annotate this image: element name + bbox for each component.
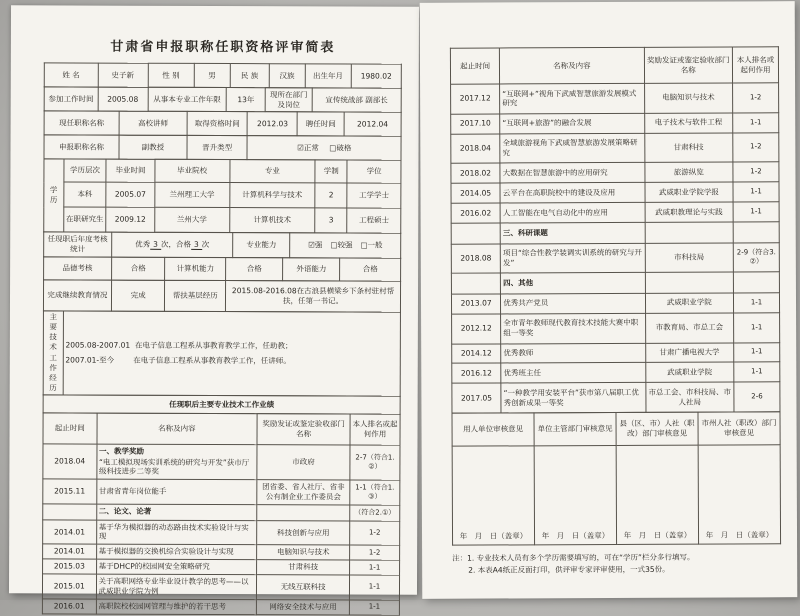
- works-time: [43, 504, 97, 520]
- form-page-2: [420, 1, 798, 599]
- approval-date-employer: 年 月 日（盖章）: [452, 446, 534, 545]
- edu-cell: 计算机技术: [229, 208, 315, 233]
- works-dept: [645, 222, 734, 243]
- edu-header: 毕业时间: [106, 159, 154, 182]
- works-category: 三、科研课题: [502, 227, 548, 238]
- ability-strong-checkbox: ☑强: [308, 240, 323, 250]
- works-name-cell: [96, 559, 257, 574]
- works-dept: 甘肃科技: [257, 560, 350, 575]
- works-name: 关于高职网络专业毕业设计教学的思考——以武威职业学院为例: [98, 576, 249, 596]
- approval-date-supervisor: 年 月 日（盖章）: [534, 446, 616, 545]
- works-row: [452, 313, 780, 344]
- works-name: 基于模拟器的交换机综合实验设计与实现: [98, 546, 234, 557]
- edu-cell: 在职研究生: [63, 207, 106, 232]
- works-name-cell: [500, 163, 644, 184]
- works-dept: [645, 272, 734, 293]
- hire-time-label: 聘任时间: [298, 112, 344, 136]
- gender-value: 男: [194, 63, 230, 87]
- works-dept: 电脑知识与技术: [644, 83, 733, 113]
- works-name-cell: [501, 293, 645, 314]
- works-rank: 1-1: [734, 313, 780, 343]
- works-name: 优秀教师: [503, 348, 534, 358]
- works-time: 2014.05: [451, 183, 500, 203]
- form-notes: [452, 551, 781, 576]
- dept-label: 现所在部门及岗位: [265, 88, 311, 112]
- edu-cell: 3: [315, 208, 347, 233]
- works-time: 2012.12: [452, 314, 501, 344]
- works-name: 人工智能在电气自动化中的应用: [502, 207, 608, 218]
- works-time: 2016.01: [42, 599, 96, 614]
- works-name-cell: [500, 243, 644, 273]
- annual-part: 次: [201, 240, 210, 250]
- experience-line: 2005.08-2007.01 在电子信息工程系从事教育教学工作，任助教；: [65, 340, 293, 351]
- works-category: 四、其他: [503, 278, 534, 288]
- work-start-label: 参加工作时间: [44, 87, 98, 111]
- works-name-cell: [500, 133, 644, 163]
- works-name-cell: [500, 203, 644, 224]
- edu-cell: 2: [315, 183, 347, 208]
- annual-label: 任现职后年度考核统计: [44, 232, 112, 257]
- works-name: 项目“综合性教学装调实训系统的研究与开发”: [502, 247, 642, 268]
- works-name-cell: [96, 444, 257, 480]
- works-time: 2018.04: [43, 444, 97, 479]
- works-time: 2018.08: [451, 244, 500, 274]
- education-side-label: 学历: [44, 159, 64, 232]
- works-row: [451, 83, 779, 114]
- works-name: 基于DHCP的校园网安全策略研究: [98, 561, 210, 572]
- works-row: [43, 444, 400, 481]
- ethnic-label: 民 族: [230, 64, 269, 88]
- approval-body-row: [452, 445, 780, 545]
- works-row: [451, 162, 779, 183]
- works-name-cell: [96, 574, 257, 599]
- works-rank: 2-6: [734, 382, 780, 412]
- promo-options: [247, 136, 401, 161]
- approval-header-row: [452, 412, 780, 446]
- works-rank: 1-1: [734, 293, 780, 313]
- language-label: 外语能力: [283, 258, 340, 281]
- works-dept: 市总工会、市科技局、市人社局: [645, 382, 734, 412]
- works-time: 2018.04: [451, 134, 500, 164]
- works-rank: 1-1: [733, 113, 779, 133]
- works-dept: 电脑知识与技术: [257, 545, 350, 560]
- edu-cell: 2005.07: [106, 182, 154, 207]
- edu-cell: 本科: [63, 182, 106, 207]
- gender-label: 性 别: [148, 63, 194, 87]
- edu-cell: 计算机科学与技术: [229, 183, 315, 208]
- works-header-name: 名称及内容: [97, 413, 258, 445]
- works-name: “互联网+旅游”的融合发展: [502, 118, 592, 128]
- works-rank: 1-1: [734, 342, 780, 362]
- works-name: 大数据在智慧旅游中的应用研究: [502, 167, 608, 178]
- ability-fairly-strong-checkbox: □较强: [330, 240, 353, 250]
- works-time: 2015.01: [42, 574, 96, 599]
- works-row: [452, 362, 780, 383]
- works-time: [451, 223, 500, 244]
- works-name: 甘肃省青年岗位能手: [98, 486, 167, 497]
- edu-header: 学制: [315, 160, 347, 183]
- grassroots-value: 2015.08-2016.08在古浪县横梁乡下条村驻村帮扶，任第一书记。: [226, 281, 401, 313]
- cont-edu-label: 完成继续教育情况: [43, 280, 111, 311]
- works-row: [43, 559, 400, 575]
- works-rank: 1-2: [733, 162, 779, 182]
- works-dept: 网络安全技术与应用: [257, 600, 350, 615]
- ability-label: 专业能力: [233, 233, 290, 258]
- works-time: 2016.12: [452, 363, 501, 383]
- works-name: 优秀班主任: [503, 368, 542, 378]
- birth-label: 出生年月: [305, 64, 351, 88]
- works-time: 2014.01: [43, 544, 97, 559]
- works-rank: [733, 272, 779, 293]
- works-name-cell: [500, 83, 644, 113]
- works-name-cell: [96, 479, 257, 504]
- works-row: [42, 599, 399, 615]
- works-header-time: 起止时间: [43, 413, 97, 444]
- works-rank: 1-1: [349, 600, 399, 615]
- works-time: 2018.02: [451, 163, 500, 183]
- experience-content: [63, 311, 401, 396]
- works-row: [452, 382, 780, 413]
- works-row: [451, 113, 779, 134]
- works-rank: [733, 222, 779, 243]
- name-value: 史子新: [98, 63, 148, 87]
- works-time: 2013.07: [451, 294, 500, 314]
- annual-value: [111, 232, 232, 257]
- works-name-cell: [501, 313, 645, 343]
- page-title: 甘肃省申报职称任职资格评审简表: [110, 39, 336, 56]
- works-dept: 甘肃科技: [644, 133, 733, 163]
- works-row: [43, 479, 400, 505]
- works-row: [43, 544, 400, 560]
- works-section-title: 任现职后主要专业技术工作业绩: [43, 395, 400, 414]
- ability-options: [290, 233, 401, 258]
- works-name: 优秀共产党员: [503, 298, 549, 308]
- works-table-page1: [42, 412, 401, 615]
- edu-cell: 2009.12: [106, 207, 154, 232]
- works-rank: 1-2: [350, 521, 400, 546]
- works-dept: 市科技局: [645, 243, 734, 273]
- works-rank: 2-7（符合1.②）: [350, 445, 400, 480]
- works-name-cell: [501, 273, 645, 294]
- education-table: [43, 158, 401, 233]
- dept-value: 宣传统战部 副部长: [312, 88, 401, 112]
- works-time: 2017.10: [451, 114, 500, 134]
- work-start-value: 2005.08: [98, 87, 148, 111]
- apply-title-label: 申报职称名称: [44, 135, 119, 159]
- edu-cell: 工程硕士: [347, 208, 401, 233]
- works-header-rank: 本人排名或起何作用: [350, 414, 400, 445]
- works-header-rank: 本人排名或起何作用: [732, 47, 778, 83]
- works-time: 2015.11: [43, 479, 97, 504]
- works-dept: 无线互联科技: [257, 575, 350, 600]
- experience-side-label: 主要技术工作经历: [43, 311, 63, 395]
- apply-title-value: 副教授: [119, 135, 187, 159]
- qual-time-value: 2012.03: [248, 112, 298, 136]
- works-time: 2017.12: [451, 84, 500, 114]
- works-rank: 1-1: [350, 560, 400, 575]
- works-row: [451, 132, 779, 163]
- moral-label: 品德考核: [44, 257, 112, 280]
- approval-header-county: 县（区、市）人社（职改）部门审核意见: [616, 412, 698, 445]
- info-row-2: [44, 86, 402, 112]
- works-rank: 2-9（符合3.②）: [733, 242, 779, 272]
- works-rank: 1-2: [350, 545, 400, 560]
- works-header-time: 起止时间: [450, 48, 499, 84]
- works-row: [451, 202, 779, 223]
- note-line-1: 注：1. 专业技术人员有多个学历需要填写的，可在“学历”栏分多行填写。: [452, 552, 695, 563]
- edu-header: 毕业院校: [155, 159, 230, 182]
- works-name-cell: [501, 343, 645, 364]
- moral-value: 合格: [111, 257, 165, 280]
- edu-cell: 兰州大学: [154, 207, 229, 232]
- works-category: 一、教学奖励: [99, 446, 145, 456]
- moral-row: [43, 256, 401, 281]
- note-line-2: 2. 本表A4纸正反面打印，供评审专家评审使用，一式35份。: [468, 564, 670, 575]
- form-page-1: [9, 5, 419, 612]
- qual-time-label: 取得资格时间: [187, 111, 248, 135]
- works-name-cell: [96, 504, 257, 520]
- grassroots-label: 帮扶基层经历: [165, 280, 226, 311]
- approval-date-city: 年 月 日（盖章）: [698, 445, 780, 544]
- works-time: [451, 273, 500, 294]
- works-name: 全域旅游视角下武威智慧旅游发展策略研究: [502, 138, 638, 158]
- birth-value: 1980.02: [351, 64, 401, 88]
- cont-edu-value: 完成: [111, 280, 165, 311]
- works-dept: 武威职业学院学报: [645, 182, 734, 202]
- current-title-value: 高校讲师: [119, 111, 187, 135]
- works-time: 2014.01: [43, 519, 97, 544]
- works-time: 2015.03: [43, 559, 97, 574]
- edu-cell: 兰州理工大学: [154, 182, 229, 207]
- current-title-label: 现任职称名称: [44, 111, 119, 135]
- approval-header-city: 市州人社（职改）部门审核意见: [698, 412, 780, 445]
- works-header-dept: 奖励发证或鉴定验收部门名称: [644, 47, 733, 83]
- promo-label: 晋升类型: [187, 135, 248, 159]
- works-dept: 科技创新与应用: [257, 520, 350, 545]
- works-row: [43, 519, 400, 545]
- edu-cell: 工学学士: [347, 183, 401, 208]
- works-dept: 市教育局、市总工会: [645, 313, 734, 343]
- works-rank: 1-1: [733, 182, 779, 202]
- works-rank: 1-2: [733, 83, 779, 113]
- works-dept: 武威职业学院: [645, 293, 734, 313]
- works-name: “电工模拟现场实训系统的研究与开发”获市厅级科技进步二等奖: [98, 457, 250, 477]
- works-name-cell: [501, 383, 645, 413]
- works-rank: （符合2.①）: [350, 505, 400, 521]
- works-name-cell: [96, 544, 257, 559]
- works-row: [452, 342, 780, 363]
- works-rank: 1-1: [349, 575, 399, 600]
- years-label: 从事本专业工作年限: [148, 87, 227, 111]
- continuing-education-row: [43, 279, 401, 312]
- experience-line: 2007.01-至今 在电子信息工程系从事教育教学工作，任讲师。: [65, 354, 291, 365]
- works-name-cell: [96, 520, 257, 545]
- works-dept: 武威职业学院: [645, 362, 734, 382]
- works-name: “互联网+”视角下武威智慧旅游发展模式研究: [502, 88, 637, 108]
- hire-time-value: 2012.04: [344, 112, 401, 136]
- works-time: 2016.02: [451, 203, 500, 223]
- works-dept: 市政府: [257, 445, 350, 481]
- works-category: 二、论文、论著: [98, 506, 152, 516]
- edu-header: 专业: [230, 160, 316, 183]
- works-name: 高职院校校园网管理与维护的若干思考: [98, 601, 226, 611]
- info-row-4: [43, 134, 401, 160]
- works-header-dept: 奖励发证或鉴定验收部门名称: [257, 414, 350, 445]
- works-name-cell: [500, 113, 644, 134]
- approval-header-employer: 用人单位审核意见: [452, 413, 534, 446]
- works-row: [451, 222, 779, 244]
- works-dept: 武威职教理论与实践: [645, 202, 734, 222]
- experience-row: [43, 310, 401, 396]
- works-name-cell: [501, 363, 645, 384]
- works-rank: 1-2: [733, 132, 779, 162]
- approval-header-supervisor: 单位主管部门审核意见: [534, 413, 616, 446]
- works-dept: 团省委、省人社厅、省非公有制企业工作委员会: [257, 480, 350, 505]
- info-row-3: [44, 110, 402, 136]
- annual-count-excellent: 3: [150, 240, 161, 250]
- works-dept: [257, 505, 350, 521]
- works-time: 2014.12: [452, 344, 501, 364]
- computer-label: 计算机能力: [165, 257, 226, 280]
- works-row: [451, 272, 779, 294]
- works-rank: 1-1: [734, 362, 780, 382]
- works-row: [42, 574, 399, 600]
- computer-value: 合格: [226, 258, 283, 281]
- annual-part: 优秀: [135, 239, 151, 249]
- works-rank: 1-1: [733, 202, 779, 222]
- works-table-page2: [450, 46, 781, 414]
- annual-part: 次，合格: [160, 239, 191, 249]
- approval-table: [451, 411, 781, 545]
- works-rank: 1-1（符合1.③）: [350, 480, 400, 505]
- years-value: 13年: [226, 88, 265, 112]
- edu-header: 学位: [347, 160, 401, 183]
- works-dept: 电子技术与软件工程: [644, 113, 733, 133]
- works-name-cell: [500, 183, 644, 204]
- works-row: [451, 242, 779, 273]
- name-label: 姓 名: [44, 63, 98, 87]
- works-row: [43, 504, 400, 521]
- promo-exception-checkbox: □破格: [329, 142, 352, 153]
- language-value: 合格: [340, 258, 401, 281]
- works-row: [451, 182, 779, 203]
- ability-average-checkbox: □一般: [360, 240, 383, 250]
- annual-assessment-row: [43, 231, 401, 258]
- works-name-cell: [96, 599, 257, 614]
- info-row-1: [44, 62, 402, 88]
- works-header-name: 名称及内容: [500, 47, 644, 84]
- works-dept: 旅游纵览: [644, 162, 733, 182]
- edu-header: 学历层次: [64, 159, 107, 182]
- works-header-row: [43, 413, 400, 445]
- approval-date-county: 年 月 日（盖章）: [616, 445, 698, 544]
- works-name: 全市青年教师现代教育技术技能大赛中职组一等奖: [503, 318, 639, 338]
- ethnic-value: 汉族: [269, 64, 305, 88]
- annual-count-pass: 3: [191, 240, 202, 250]
- promo-normal-checkbox: ☑正常: [297, 142, 319, 152]
- works-dept: 甘肃广播电视大学: [645, 343, 734, 363]
- works-name-cell: [500, 222, 644, 243]
- works-name: “一种教学用安装平台”获市第八届职工优秀创新成果一等奖: [503, 387, 639, 408]
- works-row: [451, 293, 779, 314]
- works-name: 云平台在高职院校中的建设及应用: [502, 187, 616, 198]
- works-time: 2017.05: [452, 383, 501, 413]
- works-name: 基于华为模拟器的动态路由技术实验设计与实现: [98, 522, 249, 542]
- works-header-row: [450, 47, 778, 84]
